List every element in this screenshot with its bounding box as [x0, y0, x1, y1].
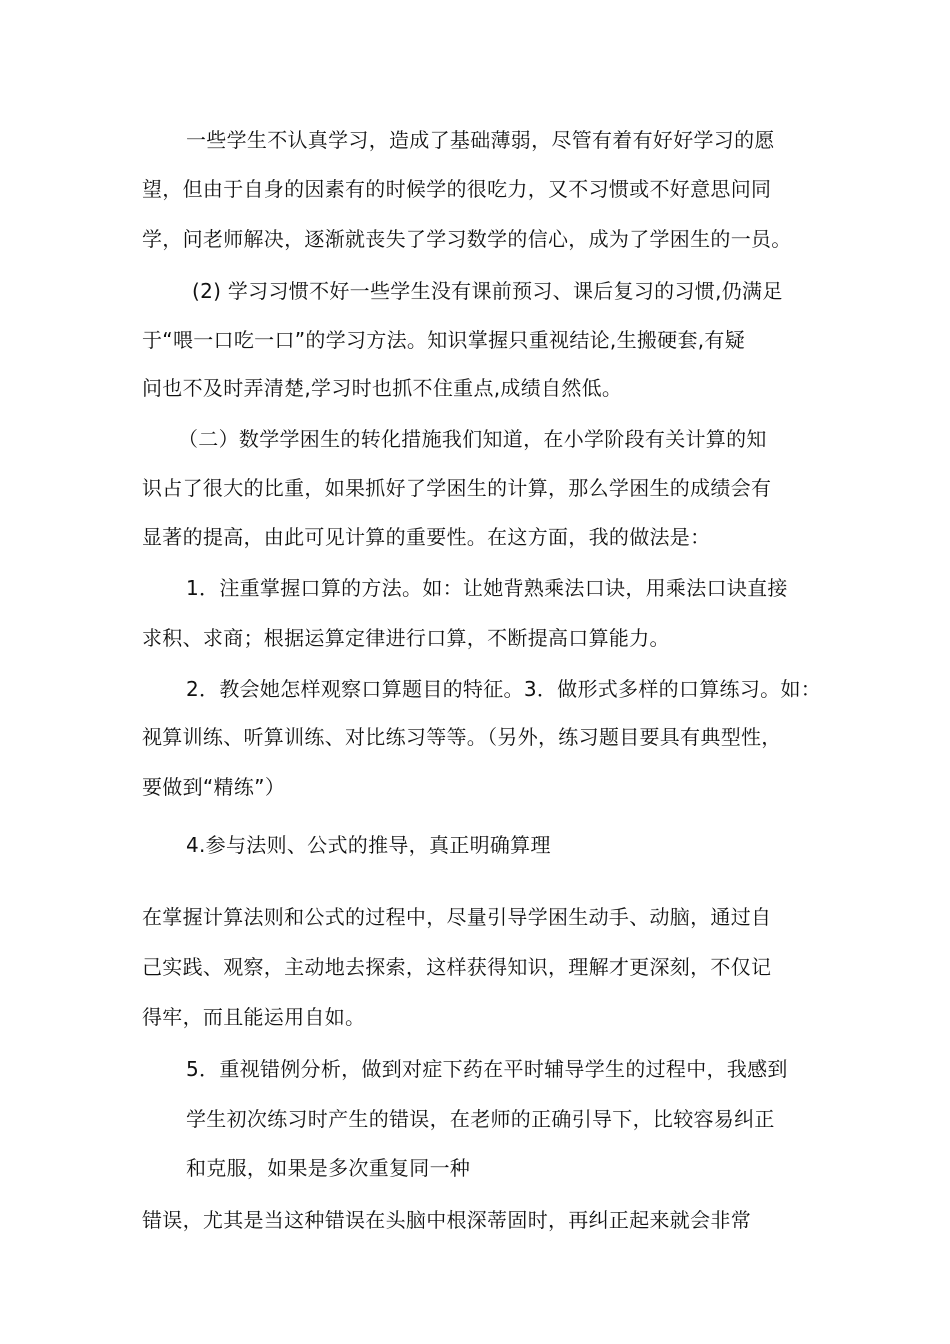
text-line: 于“喂一口吃一口”的学习方法。知识掌握只重视结论,生搬硬套,有疑: [142, 328, 746, 352]
text-line: 1．注重掌握口算的方法。如：让她背熟乘法口诀，用乘法口诀直接: [186, 576, 788, 600]
text-line: 学，问老师解决，逐渐就丧失了学习数学的信心，成为了学困生的一员。: [142, 227, 792, 251]
text-line: 望，但由于自身的因素有的时候学的很吃力，又不习惯或不好意思问同: [142, 177, 772, 201]
text-line: 要做到“精练”）: [142, 775, 286, 799]
text-line: 得牢，而且能运用自如。: [142, 1005, 366, 1029]
text-line: 求积、求商；根据运算定律进行口算，不断提高口算能力。: [142, 626, 670, 650]
text-line: 识占了很大的比重，如果抓好了学困生的计算，那么学困生的成绩会有: [142, 476, 772, 500]
text-line: 在掌握计算法则和公式的过程中，尽量引导学困生动手、动脑，通过自: [142, 905, 772, 929]
text-line: 视算训练、听算训练、对比练习等等。（另外，练习题目要具有典型性，: [142, 725, 782, 749]
text-line: 2．教会她怎样观察口算题目的特征。3．做形式多样的口算练习。如：: [186, 677, 822, 701]
text-line: 显著的提高，由此可见计算的重要性。在这方面，我的做法是：: [142, 525, 711, 549]
text-line: 一些学生不认真学习，造成了基础薄弱，尽管有着有好好学习的愿: [186, 128, 775, 152]
text-line: 和克服，如果是多次重复同一种: [186, 1156, 471, 1180]
text-line: (2) 学习习惯不好一些学生没有课前预习、课后复习的习惯,仍满足: [192, 279, 783, 303]
text-line: 错误，尤其是当这种错误在头脑中根深蒂固时，再纠正起来就会非常: [142, 1208, 751, 1232]
text-line: 己实践、观察，主动地去探索，这样获得知识，理解才更深刻，不仅记: [142, 955, 772, 979]
text-line: 问也不及时弄清楚,学习时也抓不住重点,成绩自然低。: [142, 376, 623, 400]
text-line: 学生初次练习时产生的错误，在老师的正确引导下，比较容易纠正: [186, 1107, 775, 1131]
text-line: （二）数学学困生的转化措施我们知道，在小学阶段有关计算的知: [178, 427, 767, 451]
text-line: 4.参与法则、公式的推导，真正明确算理: [186, 833, 551, 857]
text-line: 5．重视错例分析，做到对症下药在平时辅导学生的过程中，我感到: [186, 1057, 788, 1081]
